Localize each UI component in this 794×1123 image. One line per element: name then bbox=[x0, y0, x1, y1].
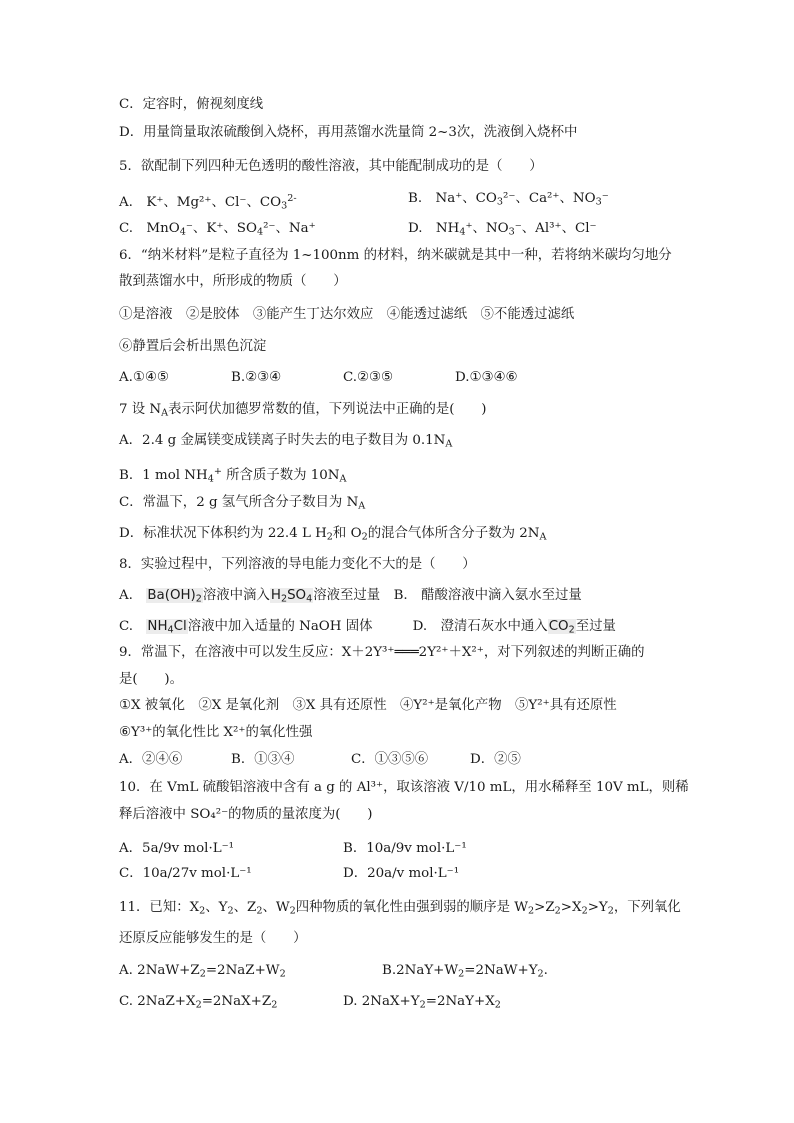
question-11-option-c: C. $2NaZ+X_2=2NaX+Z_2$ bbox=[119, 994, 278, 1011]
question-9-option-c: C．①③⑤⑥ bbox=[351, 752, 429, 767]
question-10-option-d: D．20a/v mol·L⁻¹ bbox=[343, 866, 460, 881]
question-10-option-c: C．10a/27v mol·L⁻¹ bbox=[119, 866, 252, 881]
question-6-stem-2: 散到蒸馏水中，所形成的物质（ ） bbox=[119, 274, 347, 289]
question-6-stem-1: 6．“纳米材料”是粒子直径为 1~100nm 的材料，纳米碳就是其中一种，若将纳米碳均匀地分 bbox=[119, 248, 672, 263]
question-6-option-b: B.②③④ bbox=[231, 370, 282, 385]
question-7-option-a: A．2.4 g 金属镁变成镁离子时失去的电子数目为 $0.1N_A$ bbox=[119, 433, 453, 450]
question-5-option-c: C. MnO$_4$⁻、K⁺、$SO_4^{2-}$、Na⁺ bbox=[119, 221, 316, 238]
question-5-stem: 5．欲配制下列四种无色透明的酸性溶液，其中能配制成功的是（ ） bbox=[119, 159, 543, 174]
question-10-stem-2: 释后溶液中 SO₄²⁻的物质的量浓度为( ) bbox=[119, 807, 373, 822]
question-7-option-c: C．常温下，2 g 氢气所含分子数目为 $N_A$ bbox=[119, 495, 366, 512]
question-9-stem-1: 9．常温下，在溶液中可以发生反应：X＋2Y³⁺═══2Y²⁺＋X²⁺，对下列叙述的判断正确的 bbox=[119, 645, 645, 660]
question-11-option-b: $B.2NaY+W_2=2NaW+Y_2$. bbox=[382, 963, 548, 980]
question-9-statements-1: ①X 被氧化 ②X 是氧化剂 ③X 具有还原性 ④Y²⁺是氧化产物 ⑤Y²⁺具有还原性 bbox=[119, 698, 617, 713]
option-d-line: D．用量筒量取浓硫酸倒入烧杯，再用蒸馏水洗量筒 2~3次，洗液倒入烧杯中 bbox=[119, 125, 578, 140]
question-11-stem-2: 还原反应能够发生的是（ ） bbox=[119, 931, 307, 946]
question-6-option-a: A.①④⑤ bbox=[119, 370, 169, 385]
question-10-option-a: A．5a/9v mol·L⁻¹ bbox=[119, 841, 235, 856]
question-9-option-b: B．①③④ bbox=[231, 752, 295, 767]
question-6-statements-2: ⑥静置后会析出黑色沉淀 bbox=[119, 339, 267, 354]
question-10-option-b: B．10a/9v mol·L⁻¹ bbox=[343, 841, 467, 856]
question-5-option-b: B. Na⁺、$CO_3^{2-}$、Ca²⁺、$NO_3^-$ bbox=[408, 191, 609, 208]
question-9-statements-2: ⑥Y³⁺的氧化性比 X²⁺的氧化性强 bbox=[119, 725, 313, 740]
question-10-stem-1: 10．在 VmL 硫酸铝溶液中含有 a g 的 Al³⁺，取该溶液 V/10 mL，用水稀释至 10V mL，则稀 bbox=[119, 780, 689, 795]
question-5-option-d: D. $NH_4^+$、$NO_3^-$、Al³⁺、Cl⁻ bbox=[408, 221, 597, 238]
question-9-stem-2: 是( )。 bbox=[119, 672, 184, 687]
question-5-option-a: A. K⁺、Mg²⁺、Cl⁻、$CO_3^{2-}$ bbox=[119, 193, 297, 212]
question-9-option-a: A．②④⑥ bbox=[119, 752, 183, 767]
question-7-option-b: B．1 mol $NH_4^+$ 所含质子数为 $10N_A$ bbox=[119, 466, 347, 485]
question-8-options-cd: C. $NH_4Cl$溶液中加入适量的 NaOH 固体 D. 澄清石灰水中通入$CO_2$至过量 bbox=[119, 619, 616, 636]
question-9-option-d: D．②⑤ bbox=[470, 752, 521, 767]
question-6-option-c: C.②③⑤ bbox=[343, 370, 394, 385]
question-11-stem-1: 11．已知：$X_2$、$Y_2$、$Z_2$、$W_2$四种物质的氧化性由强到弱的顺序是 $W_2>Z_2>X_2>Y_2$，下列氧化 bbox=[119, 900, 681, 917]
question-11-option-d: D. $2NaX+Y_2=2NaY+X_2$ bbox=[343, 994, 501, 1011]
question-7-option-d: D．标准状况下体积约为 22.4 L $H_2$和 $O_2$的混合气体所含分子数为 $2N_A$ bbox=[119, 526, 547, 543]
question-7-stem: 7 设 $N_A$表示阿伏加德罗常数的值，下列说法中正确的是( ) bbox=[119, 402, 487, 419]
question-8-options-ab: A. $Ba(OH)_2$溶液中滴入$H_2SO_4$溶液至过量 B. 醋酸溶液中滴入氨水至过量 bbox=[119, 588, 582, 605]
question-8-stem: 8．实验过程中，下列溶液的导电能力变化不大的是（ ） bbox=[119, 557, 476, 572]
option-c-line: C．定容时，俯视刻度线 bbox=[119, 97, 264, 112]
question-6-statements-1: ①是溶液 ②是胶体 ③能产生丁达尔效应 ④能透过滤纸 ⑤不能透过滤纸 bbox=[119, 307, 575, 322]
question-11-option-a: A. $2NaW+Z_2=2NaZ+W_2$ bbox=[119, 963, 286, 980]
question-6-option-d: D.①③④⑥ bbox=[455, 370, 518, 385]
